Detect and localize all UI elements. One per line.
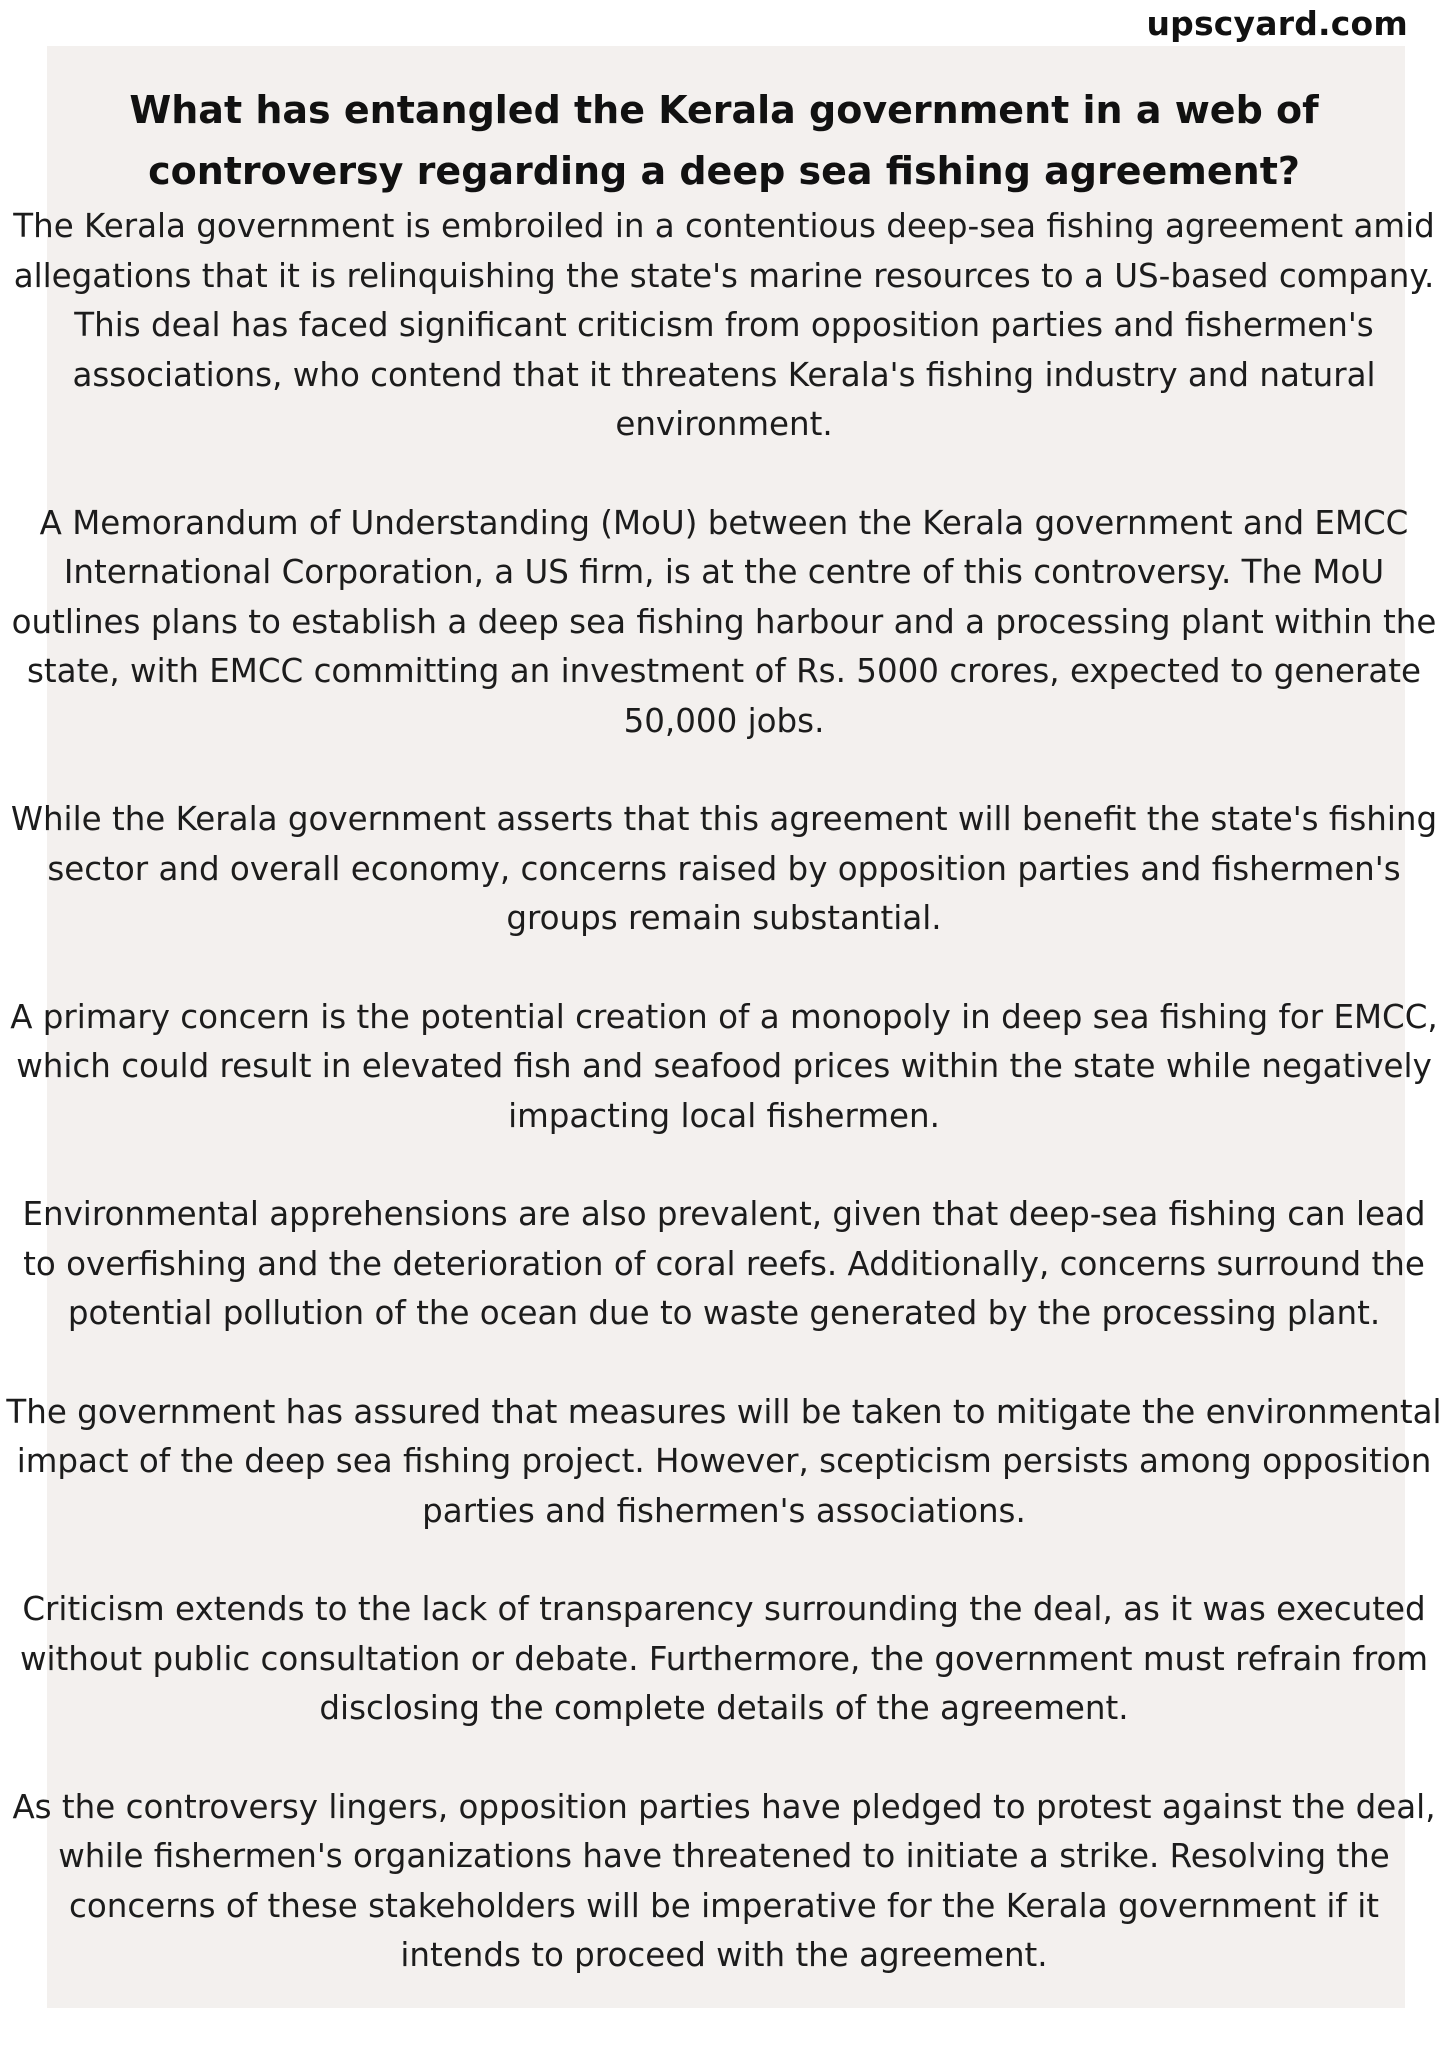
paragraph-mou: A Memorandum of Understanding (MoU) between the Kerala government and EMCC International Corporation, a US firm, is at the centre of this controversy. The MoU outlines plans to establish a deep sea fishing harbour and a processing plant within the state, with EMCC committing an investment of Rs. 5000 crores, expected to generate 50,000 jobs. [11,503,1437,740]
paragraph-intro: The Kerala government is embroiled in a contentious deep-sea fishing agreement amid allegations that it is relinquishing the state's marine resources to a US-based company. This deal has faced significant criticism from opposition parties and fishermen's associations, who contend that it threatens Kerala's fishing industry and natural environment. [13,207,1435,443]
paragraph-monopoly-concern: A primary concern is the potential creation of a monopoly in deep sea fishing for EMCC, which could result in elevated fish and seafood prices within the state while negatively impacting local fishermen. [10,997,1438,1135]
article-title: What has entangled the Kerala government in a web of controversy regarding a deep sea fishing agreement? [129,88,1319,193]
paragraph-conclusion: As the controversy lingers, opposition parties have pledged to protest against the deal, while fishermen's organizations have threatened to initiate a strike. Resolving the concerns of these stakeholders will be imperative for the Kerala government if it intends to proceed with the agreement. [12,1787,1436,1974]
paragraph-mitigation: The government has assured that measures will be taken to mitigate the environmental impact of the deep sea fishing project. However, scepticism persists among opposition parties and fishermen's associations. [6,1392,1442,1530]
paragraph-transparency: Criticism extends to the lack of transparency surrounding the deal, as it was executed without public consultation or debate. Furthermore, the government must refrain from disclosing the complete details of the agreement. [19,1590,1429,1727]
paragraph-environmental-concern: Environmental apprehensions are also prevalent, given that deep-sea fishing can lead to overfishing and the deterioration of coral reefs. Additionally, concerns surround the potential pollution of the ocean due to waste generated by the processing plant. [22,1195,1426,1332]
article [4,80,1444,2030]
paragraph-government-stance: While the Kerala government asserts that this agreement will benefit the state's fishing sector and overall economy, concerns raised by opposition parties and fishermen's groups remain substantial. [10,800,1438,937]
site-name: upscyard.com [1146,4,1408,43]
